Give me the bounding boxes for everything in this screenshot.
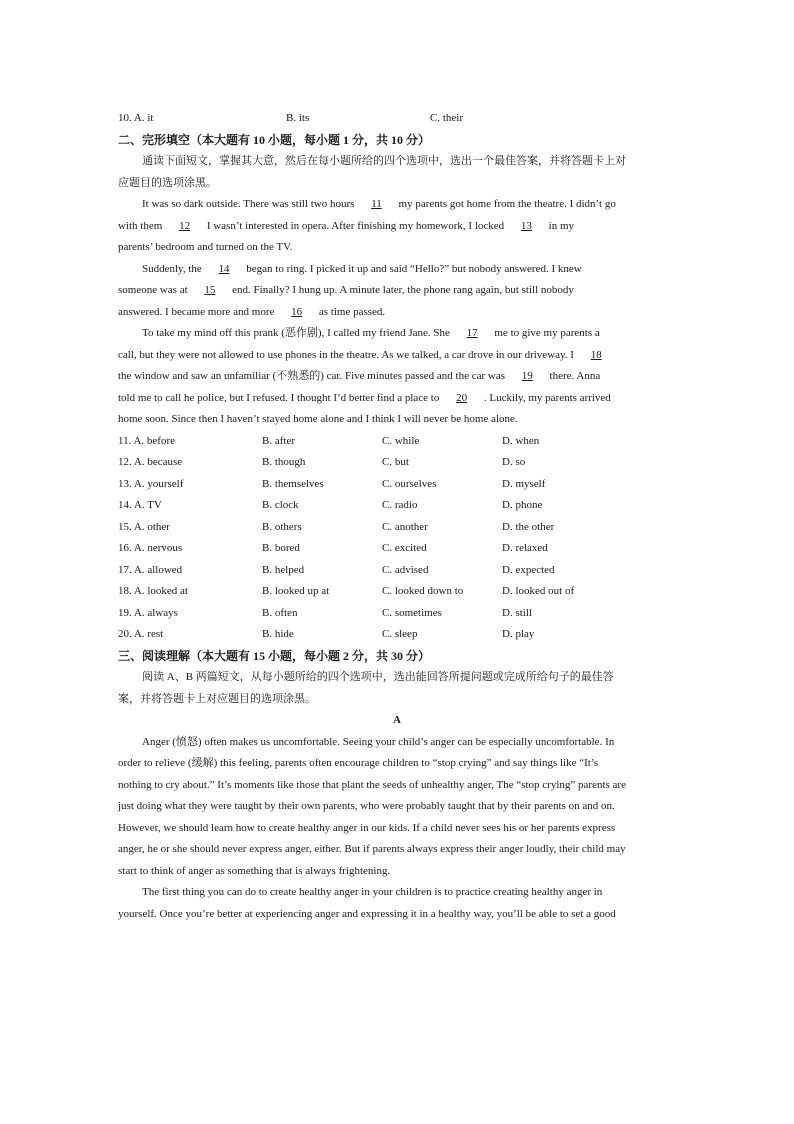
text: end. Finally? I hung up. A minute later, the phone rang again, but still nobody <box>232 284 574 296</box>
cloze-line <box>118 259 676 281</box>
option-a: 18. A. looked at <box>118 585 188 597</box>
text: To take my mind off this prank (恶作剧), I called my friend Jane. She <box>142 327 450 339</box>
option-d: D. play <box>502 628 535 640</box>
option-a: 15. A. other <box>118 520 170 533</box>
option-c: C. sleep <box>382 628 418 640</box>
passage-line: Anger (愤怒) often makes us uncomfortable. Seeing your child’s anger can be especially uncomfortable. In <box>142 735 615 748</box>
passage-line: just doing what they were taught by their own parents, who were probably taught that by their parents on and on. <box>118 800 615 812</box>
option-row <box>118 517 676 539</box>
option-row <box>118 474 676 496</box>
passage-label: A <box>393 714 401 726</box>
text: It was so dark outside. There was still two hours <box>142 198 355 210</box>
option-row <box>118 560 676 582</box>
option-d: D. the other <box>502 520 555 533</box>
cloze-line: parents’ bedroom and turned on the TV. <box>118 241 293 253</box>
option-row <box>118 624 676 646</box>
option-b: B. helped <box>262 563 305 576</box>
section-2-heading: 二、完形填空（本大题有 10 小题，每小题 1 分，共 10 分） <box>118 132 431 147</box>
option-row <box>118 495 676 517</box>
section-3-instruction: 阅读 A、B 两篇短文，从每小题所给的四个选项中，选出能回答所提问题或完成所给句子的最佳答 <box>142 671 614 683</box>
option-row <box>118 603 676 625</box>
option-c: C. while <box>382 434 420 447</box>
cloze-line <box>118 388 676 410</box>
blank-20: 20 <box>456 391 468 404</box>
blank-14: 14 <box>218 262 230 275</box>
option-d: D. looked out of <box>502 585 575 597</box>
option-b: B. though <box>262 456 306 468</box>
text: in my <box>548 219 575 232</box>
option-c: C. another <box>382 520 428 533</box>
cloze-line <box>118 366 676 388</box>
option-a: 10. A. it <box>118 112 154 124</box>
cloze-line <box>118 345 676 367</box>
text: began to ring. I picked it up and said “Hello?” but nobody answered. I knew <box>246 262 582 275</box>
text: told me to call he police, but I refused. I thought I’d better find a place to <box>118 391 440 404</box>
blank-13: 13 <box>520 219 532 232</box>
option-row <box>118 538 676 560</box>
option-b: B. its <box>286 112 310 124</box>
text: me to give my parents a <box>494 327 600 339</box>
cloze-line <box>118 280 676 302</box>
option-a: 13. A. yourself <box>118 477 184 490</box>
blank-15: 15 <box>204 284 216 296</box>
option-b: B. often <box>262 606 298 619</box>
option-d: D. myself <box>502 477 546 490</box>
passage-line: start to think of anger as something that is always frightening. <box>118 864 391 877</box>
section-2-instruction-cont: 应题目的选项涂黑。 <box>118 176 217 189</box>
passage-line: nothing to cry about.” It’s moments like those that plant the seeds of unhealthy anger, The “stop crying” parents are <box>118 778 626 791</box>
option-row <box>118 581 676 603</box>
cloze-line: home soon. Since then I haven’t stayed home alone and I think I will never be home alone. <box>118 413 518 425</box>
option-c: C. advised <box>382 563 429 576</box>
option-c: C. but <box>382 456 409 468</box>
section-2-instruction: 通读下面短文，掌握其大意，然后在每小题所给的四个选项中，选出一个最佳答案，并将答题卡上对 <box>142 155 626 167</box>
passage-line: order to relieve (缓解) this feeling, parents often encourage children to “stop crying” and say things like “It’s <box>118 757 599 769</box>
text: the window and saw an unfamiliar (不熟悉的) car. Five minutes passed and the car was <box>118 370 506 382</box>
passage-line: yourself. Once you’re better at experiencing anger and expressing it in a healthy way, you’ll be able to set a good <box>118 907 616 920</box>
option-c: C. their <box>430 112 463 124</box>
blank-12: 12 <box>179 219 191 232</box>
option-a: 12. A. because <box>118 456 183 468</box>
option-c: C. excited <box>382 542 427 554</box>
option-b: B. clock <box>262 499 299 511</box>
blank-16: 16 <box>291 305 303 318</box>
blank-11: 11 <box>371 198 382 210</box>
text: answered. I became more and more <box>118 305 275 318</box>
question-10-options <box>118 108 676 130</box>
option-row <box>118 431 676 453</box>
passage-line: The first thing you can do to create healthy anger in your children is to practice creating healthy anger in <box>142 886 603 898</box>
section-3-instruction-cont: 案，并将答题卡上对应题目的选项涂黑。 <box>118 692 316 705</box>
option-b: B. looked up at <box>262 585 330 597</box>
passage-line: However, we should learn how to create healthy anger in our kids. If a child never sees his or her parents express <box>118 821 616 834</box>
option-a: 11. A. before <box>118 434 176 447</box>
blank-17: 17 <box>466 327 478 339</box>
option-a: 20. A. rest <box>118 628 164 640</box>
blank-19: 19 <box>521 370 533 382</box>
option-d: D. still <box>502 606 532 619</box>
passage-line: anger, he or she should never express anger, either. But if parents always express their anger loudly, their child may <box>118 843 626 855</box>
option-d: D. when <box>502 434 540 447</box>
option-b: B. themselves <box>262 477 324 490</box>
option-b: B. others <box>262 520 302 533</box>
option-a: 19. A. always <box>118 606 178 619</box>
option-d: D. so <box>502 456 526 468</box>
cloze-options-list <box>118 431 676 646</box>
option-c: C. ourselves <box>382 477 437 490</box>
text: . Luckily, my parents arrived <box>483 391 611 404</box>
cloze-line <box>118 302 676 324</box>
option-c: C. looked down to <box>382 585 464 597</box>
text: as time passed. <box>318 305 386 318</box>
text: call, but they were not allowed to use phones in the theatre. As we talked, a car drove in our driveway. I <box>118 348 574 361</box>
option-a: 17. A. allowed <box>118 563 183 576</box>
option-d: D. relaxed <box>502 542 548 554</box>
option-row <box>118 452 676 474</box>
option-b: B. after <box>262 434 295 447</box>
exam-page <box>118 108 676 925</box>
option-d: D. phone <box>502 499 543 511</box>
option-b: B. bored <box>262 542 300 554</box>
text: someone was at <box>118 284 188 296</box>
cloze-line <box>118 323 676 345</box>
option-a: 16. A. nervous <box>118 542 183 554</box>
text: I wasn’t interested in opera. After finishing my homework, I locked <box>206 219 505 232</box>
section-3-heading: 三、阅读理解（本大题有 15 小题，每小题 2 分，共 30 分） <box>118 648 431 663</box>
option-c: C. sometimes <box>382 606 442 619</box>
cloze-line <box>118 194 676 216</box>
cloze-line <box>118 216 676 238</box>
option-d: D. expected <box>502 563 555 576</box>
option-c: C. radio <box>382 499 418 511</box>
option-a: 14. A. TV <box>118 499 162 511</box>
text: with them <box>118 219 163 232</box>
text: there. Anna <box>549 370 601 382</box>
text: Suddenly, the <box>142 262 202 275</box>
text: my parents got home from the theatre. I didn’t go <box>398 198 616 210</box>
option-b: B. hide <box>262 628 294 640</box>
blank-18: 18 <box>590 348 602 361</box>
